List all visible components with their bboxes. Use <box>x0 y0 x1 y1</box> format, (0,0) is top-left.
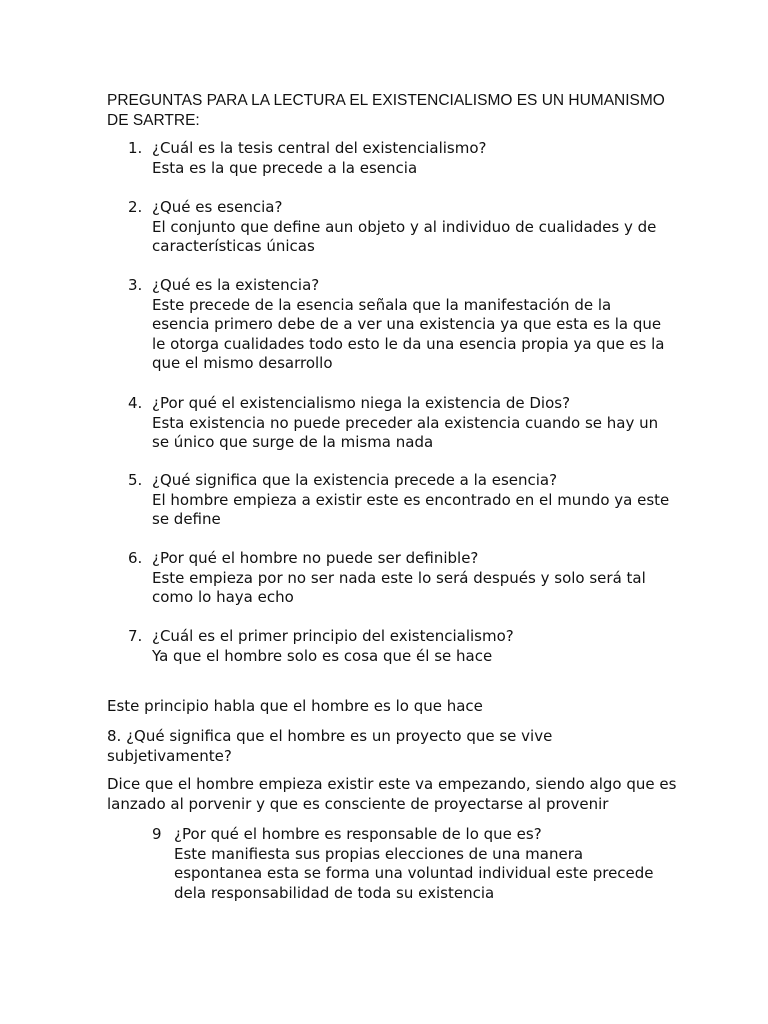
question-text: ¿Cuál es la tesis central del existencialismo? <box>152 139 487 157</box>
answer-text: Este precede de la esencia señala que la manifestación de la esencia primero debe de a ver una existencia ya que esta es la que le otorga cualidades todo esto le da una esencia propia ya que es la que el mismo desarrollo <box>152 295 665 373</box>
item-body <box>152 627 672 666</box>
item-number: 1. <box>128 139 143 157</box>
question-text: ¿Por qué el hombre no puede ser definible? <box>152 549 479 567</box>
question-text: ¿Qué es esencia? <box>152 198 283 216</box>
item-number: 2. <box>128 198 143 216</box>
answer-text: El conjunto que define aun objeto y al individuo de cualidades y de características únicas <box>152 217 657 256</box>
item-number: 5. <box>128 471 143 489</box>
question-text: ¿Por qué el hombre es responsable de lo que es? <box>174 825 542 843</box>
item-body <box>152 549 672 608</box>
question-text: ¿Por qué el existencialismo niega la existencia de Dios? <box>152 394 571 412</box>
item-body <box>152 394 672 453</box>
item-number: 4. <box>128 394 143 412</box>
question-text: ¿Qué es la existencia? <box>152 276 320 294</box>
answer-text: Esta existencia no puede preceder ala existencia cuando se hay un se único que surge de la misma nada <box>152 413 659 452</box>
item-number: 7. <box>128 627 143 645</box>
document-title: PREGUNTAS PARA LA LECTURA EL EXISTENCIALISMO ES UN HUMANISMO DE SARTRE: <box>107 92 665 129</box>
item-body <box>152 276 672 374</box>
answer-text: Esta es la que precede a la esencia <box>152 158 418 177</box>
answer-text: Este manifiesta sus propias elecciones de una manera espontanea esta se forma una voluntad individual este precede dela responsabilidad de toda su existencia <box>174 844 654 902</box>
paragraph-question-8: 8. ¿Qué significa que el hombre es un proyecto que se vive subjetivamente? <box>107 727 553 765</box>
item-body <box>152 198 672 257</box>
item-number: 6. <box>128 549 143 567</box>
answer-text: Este empieza por no ser nada este lo será después y solo será tal como lo haya echo <box>152 568 646 607</box>
answer-text: El hombre empieza a existir este es encontrado en el mundo ya este se define <box>152 490 670 529</box>
paragraph-principle: Este principio habla que el hombre es lo que hace <box>107 697 483 715</box>
question-text: ¿Qué significa que la existencia precede a la esencia? <box>152 471 558 489</box>
question-text: ¿Cuál es el primer principio del existencialismo? <box>152 627 514 645</box>
answer-text: Ya que el hombre solo es cosa que él se hace <box>152 646 493 665</box>
paragraph-answer-8: Dice que el hombre empieza existir este va empezando, siendo algo que es lanzado al porvenir y que es consciente de proyectarse al provenir <box>107 775 677 813</box>
item-body <box>152 139 672 178</box>
item-number: 9 <box>152 825 162 843</box>
item-body <box>152 471 672 530</box>
item-number: 3. <box>128 276 143 294</box>
item-body <box>174 825 674 903</box>
